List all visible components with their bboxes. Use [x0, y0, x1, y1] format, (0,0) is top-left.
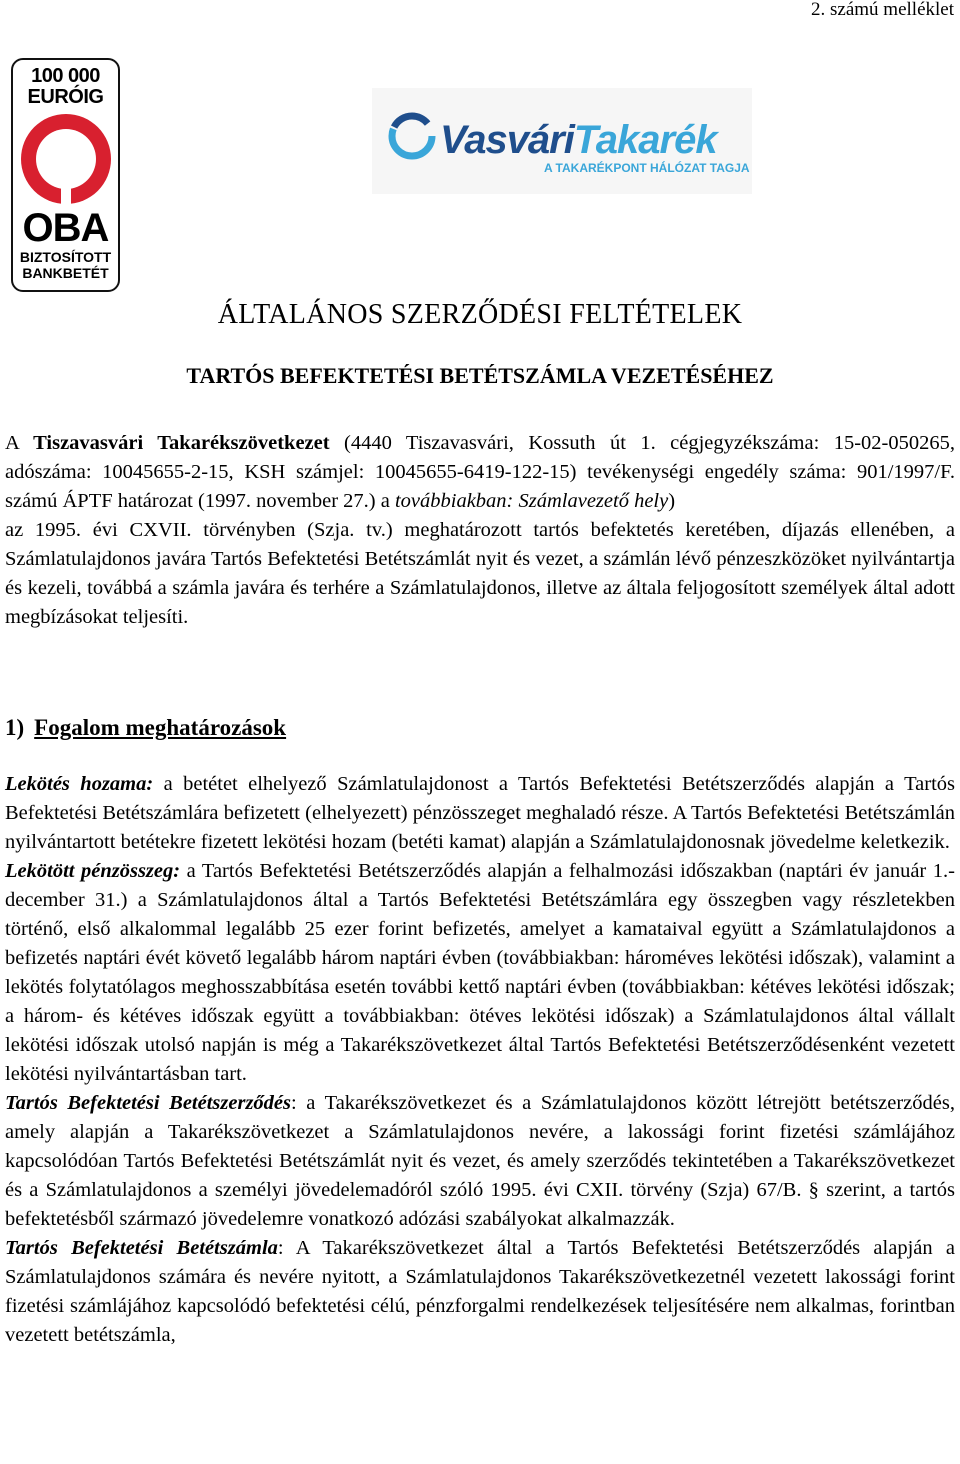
- intro-first-part: A Tiszavasvári Takarékszövetkezet (4440 Tiszavasvári, Kossuth út 1. cégjegyzékszáma: 15-02-050265, adószáma: 10045655-2-15, KSH számjel: 10045655-6419-122-15) tevékenységi engedély száma: 901/1997/F. számú ÁPTF határozat (1997. november 27.) a továbbiakban: Számlavezető hely): [5, 432, 955, 512]
- definition-term: Lekötött pénzösszeg:: [5, 860, 181, 882]
- oba-line1: BIZTOSÍTOTT: [19, 249, 112, 265]
- intro-second-part: az 1995. évi CXVII. törvényben (Szja. tv.) meghatározott tartós befektetés keretében, díjazás ellenében, a Számlatulajdonos javára Tartós Befektetési Betétszámlát nyit és vezet, a számlán lévő pénzeszközöket nyilvántartja és kezeli, továbbá a számla javára és terhére a Számlatulajdonos, illetve az általa feljogosított személyek által adott megbízásokat teljesíti.: [5, 519, 955, 628]
- intro-paragraph: [5, 429, 955, 632]
- document-title: ÁLTALÁNOS SZERZŐDÉSI FELTÉTELEK: [217, 299, 743, 330]
- oba-line2: BANKBETÉT: [22, 265, 109, 281]
- oba-amount-line1: 100 000: [31, 65, 100, 87]
- bank-name: [440, 120, 717, 160]
- definition-term: Tartós Befektetési Betétszerződés: [5, 1092, 292, 1114]
- oba-ring-icon: [21, 114, 111, 204]
- definition-item: [5, 1089, 955, 1234]
- oba-name: OBA: [22, 206, 109, 250]
- definition-body: a Tartós Befektetési Betétszerződés alapján a felhalmozási időszakban (naptári év január 1.- december 31.) a Számlatulajdonos által a Tartós Befektetési Betétszámlára egy összegben vagy részletekben történő, első alkalommal legalább 25 ezer forint befizetés, amelyet a kamataival együtt a Számlatulajdonos a befizetés naptári évét követő legalább három naptári évben (továbbiakban: hároméves lekötési időszak), valamint a lekötés folytatólagos meghosszabbítása esetén további kettő naptári évben (továbbiakban: kétéves lekötési időszak; a három- és kétéves időszak együtt a továbbiakban: ötéves lekötési időszak) a Számlatulajdonos által vállalt lekötési időszak utolsó napján is még a Takarékszövetkezet által Tartós Befektetési Betétszerződésenként vezetett lekötési nyilvántartásban tart.: [5, 860, 955, 1085]
- bank-name-part2: Takarék: [573, 118, 717, 162]
- definition-term: Lekötés hozama:: [5, 773, 154, 795]
- oba-deposit-guarantee-logo: [11, 58, 120, 292]
- oba-amount-line2: EURÓIG: [27, 86, 104, 108]
- intro-italic-note: továbbiakban: Számlavezető hely: [394, 490, 669, 512]
- section-number: 1): [5, 715, 25, 740]
- definition-body: : a Takarékszövetkezet és a Számlatulajdonos között létrejött betétszerződés, amely alapján a Takarékszövetkezet a Számlatulajdonos nevére, a lakossági forint fizetési számlájához kapcsolódóan Tartós Befektetési Betétszámlát nyit és vezet, és amely szerződés tekintetében a Takarékszövetkezet és a Számlatulajdonos a személyi jövedelemadóról szóló 1995. évi CXII. törvény (Szja) 67/B. § szerint, a tartós befektetésből származó jövedelemre vonatkozó adózási szabályokat alkalmazzák.: [5, 1092, 955, 1230]
- bank-legal-name: Tiszavasvári Takarékszövetkezet: [33, 432, 330, 454]
- bank-logo: [372, 88, 752, 194]
- definition-body: a betétet elhelyező Számlatulajdonost a Tartós Befektetési Betétszerződés alapján a Tartós Befektetési Betétszámlára befizetett (elhelyezett) pénzösszeget meghaladó része. A Tartós Befektetési Betétszámlán nyilvántartott betétekre fizetett lekötési hozam (betéti kamat) alapján a Számlatulajdonosnak jövedelme keletkezik.: [5, 773, 956, 853]
- definition-item: [5, 770, 955, 857]
- bank-tagline: A TAKARÉKPONT HÁLÓZAT TAGJA: [544, 161, 750, 175]
- definition-body: : A Takarékszövetkezet által a Tartós Befektetési Betétszerződés alapján a Számlatulajdonos számára és nevére nyitott, a Számlatulajdonos Takarékszövetkezetnél vezetett lakossági forint fizetési számlájához kapcsolódó befektetési célú, pénzforgalmi rendelkezések teljesítésére nem alkalmas, forintban vezetett betétszámla,: [5, 1237, 955, 1346]
- bank-name-part1: Vasvári: [440, 118, 574, 162]
- definitions-list: [5, 770, 955, 1350]
- annex-label: 2. számú melléklet: [811, 0, 954, 20]
- definition-term: Tartós Befektetési Betétszámla: [5, 1237, 278, 1259]
- definition-item: [5, 1234, 955, 1350]
- document-subtitle: TARTÓS BEFEKTETÉSI BETÉTSZÁMLA VEZETÉSÉHEZ: [186, 363, 774, 388]
- section-title: Fogalom meghatározások: [34, 715, 287, 740]
- bank-swirl-icon: [388, 112, 436, 160]
- section-heading: [5, 713, 286, 743]
- definition-item: [5, 857, 955, 1089]
